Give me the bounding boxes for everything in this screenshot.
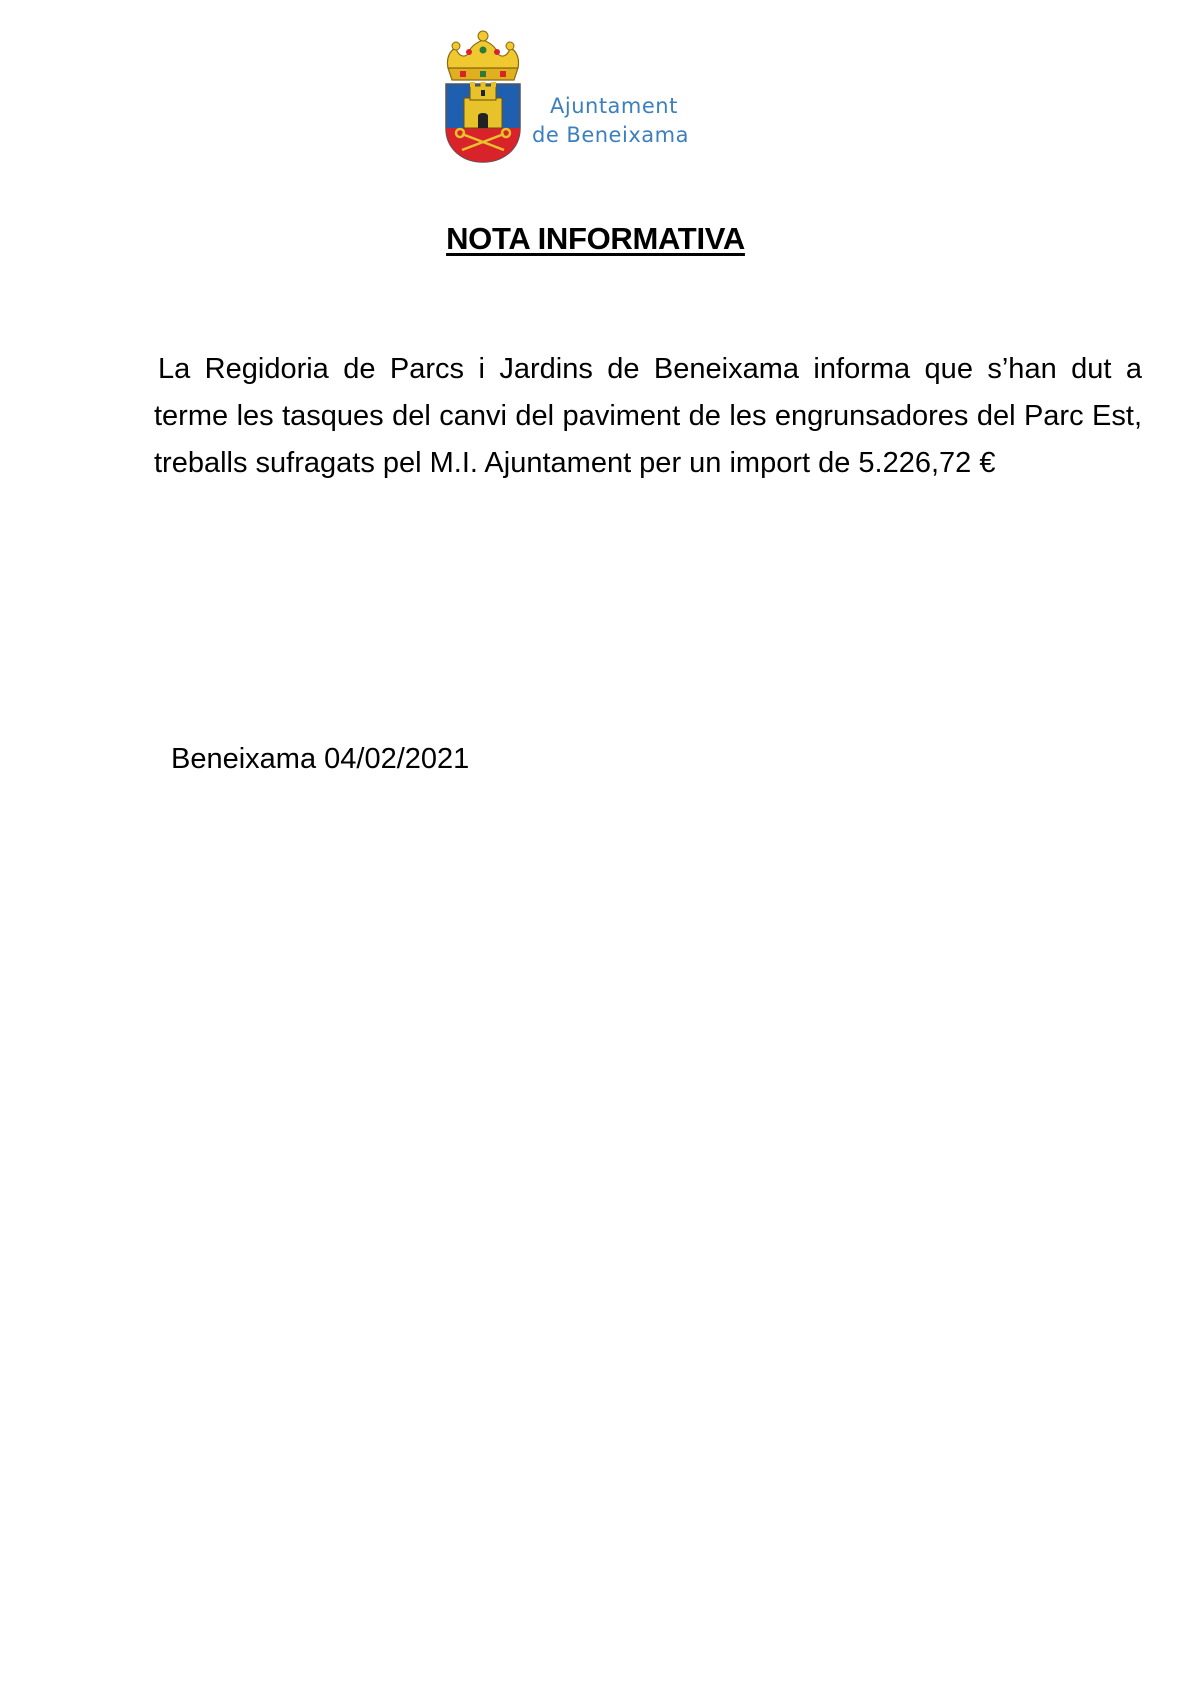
document-signature-date: Beneixama 04/02/2021 [171, 743, 470, 775]
document-body: La Regidoria de Parcs i Jardins de Beneixama informa que s’han dut a terme les tasques del canvi del paviment de les engrunsadores del Parc Est, treballs sufragats pel M.I. Ajuntament per un import de 5.226,72 € [154, 353, 1142, 479]
document-title: NOTA INFORMATIVA [446, 221, 745, 256]
tower-icon [464, 82, 502, 128]
organization-name-line1: Ajuntament [550, 94, 678, 118]
organization-name-line2: de Beneixama [532, 123, 689, 147]
letterhead [440, 28, 760, 168]
crown-icon [447, 31, 518, 80]
organization-name [532, 92, 752, 150]
coat-of-arms-icon [440, 28, 526, 164]
